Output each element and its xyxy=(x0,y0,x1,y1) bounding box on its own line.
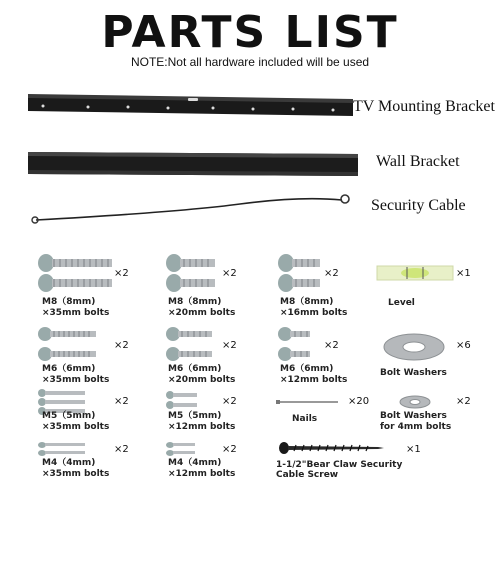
security-cable-screw-size: Cable Screw xyxy=(276,470,339,480)
security-cable-label: Security Cable xyxy=(371,197,466,214)
bolt-washer-qty: ×6 xyxy=(456,340,471,351)
m6-12mm-size: ×12mm bolts xyxy=(280,375,348,385)
m8-35mm-qty: ×2 xyxy=(114,268,129,279)
bolt-washer-name: Bolt Washers xyxy=(380,368,447,378)
m6-12mm-qty: ×2 xyxy=(324,340,339,351)
m5-12mm-name: M5（5mm) xyxy=(168,411,222,421)
m4-12mm-size: ×12mm bolts xyxy=(168,469,236,479)
m6-12mm-name: M6（6mm) xyxy=(280,364,334,374)
page-title: PARTS LIST xyxy=(101,7,399,58)
m5-12mm-size: ×12mm bolts xyxy=(168,422,236,432)
m6-12mm-bolts-image xyxy=(278,326,314,364)
m4-12mm-name: M4（4mm) xyxy=(168,458,222,468)
m6-35mm-size: ×35mm bolts xyxy=(42,375,110,385)
wall-bracket-label: Wall Bracket xyxy=(376,153,460,170)
bolt-washer-image xyxy=(383,333,445,361)
tv-mounting-bracket-image xyxy=(28,94,353,120)
m8-35mm-size: ×35mm bolts xyxy=(42,308,110,318)
m4-35mm-qty: ×2 xyxy=(114,444,129,455)
small-bolt-washer-qty: ×2 xyxy=(456,396,471,407)
security-cable-screw-image xyxy=(278,441,386,455)
hardware-note: NOTE:Not all hardware included will be used xyxy=(130,55,370,69)
m5-12mm-qty: ×2 xyxy=(222,396,237,407)
m8-16mm-size: ×16mm bolts xyxy=(280,308,348,318)
m6-20mm-name: M6（6mm) xyxy=(168,364,222,374)
m8-16mm-name: M8（8mm) xyxy=(280,297,334,307)
nails-name: Nails xyxy=(292,414,318,424)
small-bolt-washer-size: for 4mm bolts xyxy=(380,422,452,432)
m5-35mm-size: ×35mm bolts xyxy=(42,422,110,432)
m8-16mm-qty: ×2 xyxy=(324,268,339,279)
m4-12mm-qty: ×2 xyxy=(222,444,237,455)
m8-20mm-name: M8（8mm) xyxy=(168,297,222,307)
m4-12mm-bolts-image xyxy=(166,441,200,459)
m4-35mm-size: ×35mm bolts xyxy=(42,469,110,479)
wall-bracket-image xyxy=(28,150,358,180)
m4-35mm-bolts-image xyxy=(38,441,88,459)
m6-35mm-qty: ×2 xyxy=(114,340,129,351)
level-image xyxy=(377,264,453,282)
m8-35mm-name: M8（8mm) xyxy=(42,297,96,307)
m6-20mm-qty: ×2 xyxy=(222,340,237,351)
m6-35mm-name: M6（6mm) xyxy=(42,364,96,374)
security-cable-image xyxy=(30,190,350,230)
small-bolt-washer-image xyxy=(399,395,431,409)
nails-qty: ×20 xyxy=(348,396,370,407)
m8-35mm-bolts-image xyxy=(38,252,114,296)
m6-20mm-size: ×20mm bolts xyxy=(168,375,236,385)
m5-35mm-name: M5（5mm) xyxy=(42,411,96,421)
security-cable-screw-name: 1-1/2"Bear Claw Security xyxy=(276,460,403,470)
nails-image xyxy=(276,398,340,406)
m6-20mm-bolts-image xyxy=(166,326,216,364)
m8-20mm-bolts-image xyxy=(166,252,218,296)
m4-35mm-name: M4（4mm) xyxy=(42,458,96,468)
level-qty: ×1 xyxy=(456,268,471,279)
m5-35mm-qty: ×2 xyxy=(114,396,129,407)
tv-mounting-bracket-label: TV Mounting Bracket xyxy=(353,98,495,115)
m8-20mm-size: ×20mm bolts xyxy=(168,308,236,318)
security-cable-screw-qty: ×1 xyxy=(406,444,421,455)
m8-20mm-qty: ×2 xyxy=(222,268,237,279)
level-name: Level xyxy=(388,298,415,308)
small-bolt-washer-name: Bolt Washers xyxy=(380,411,447,421)
m8-16mm-bolts-image xyxy=(278,252,324,296)
m5-12mm-bolts-image xyxy=(166,390,200,412)
m6-35mm-bolts-image xyxy=(38,326,98,364)
